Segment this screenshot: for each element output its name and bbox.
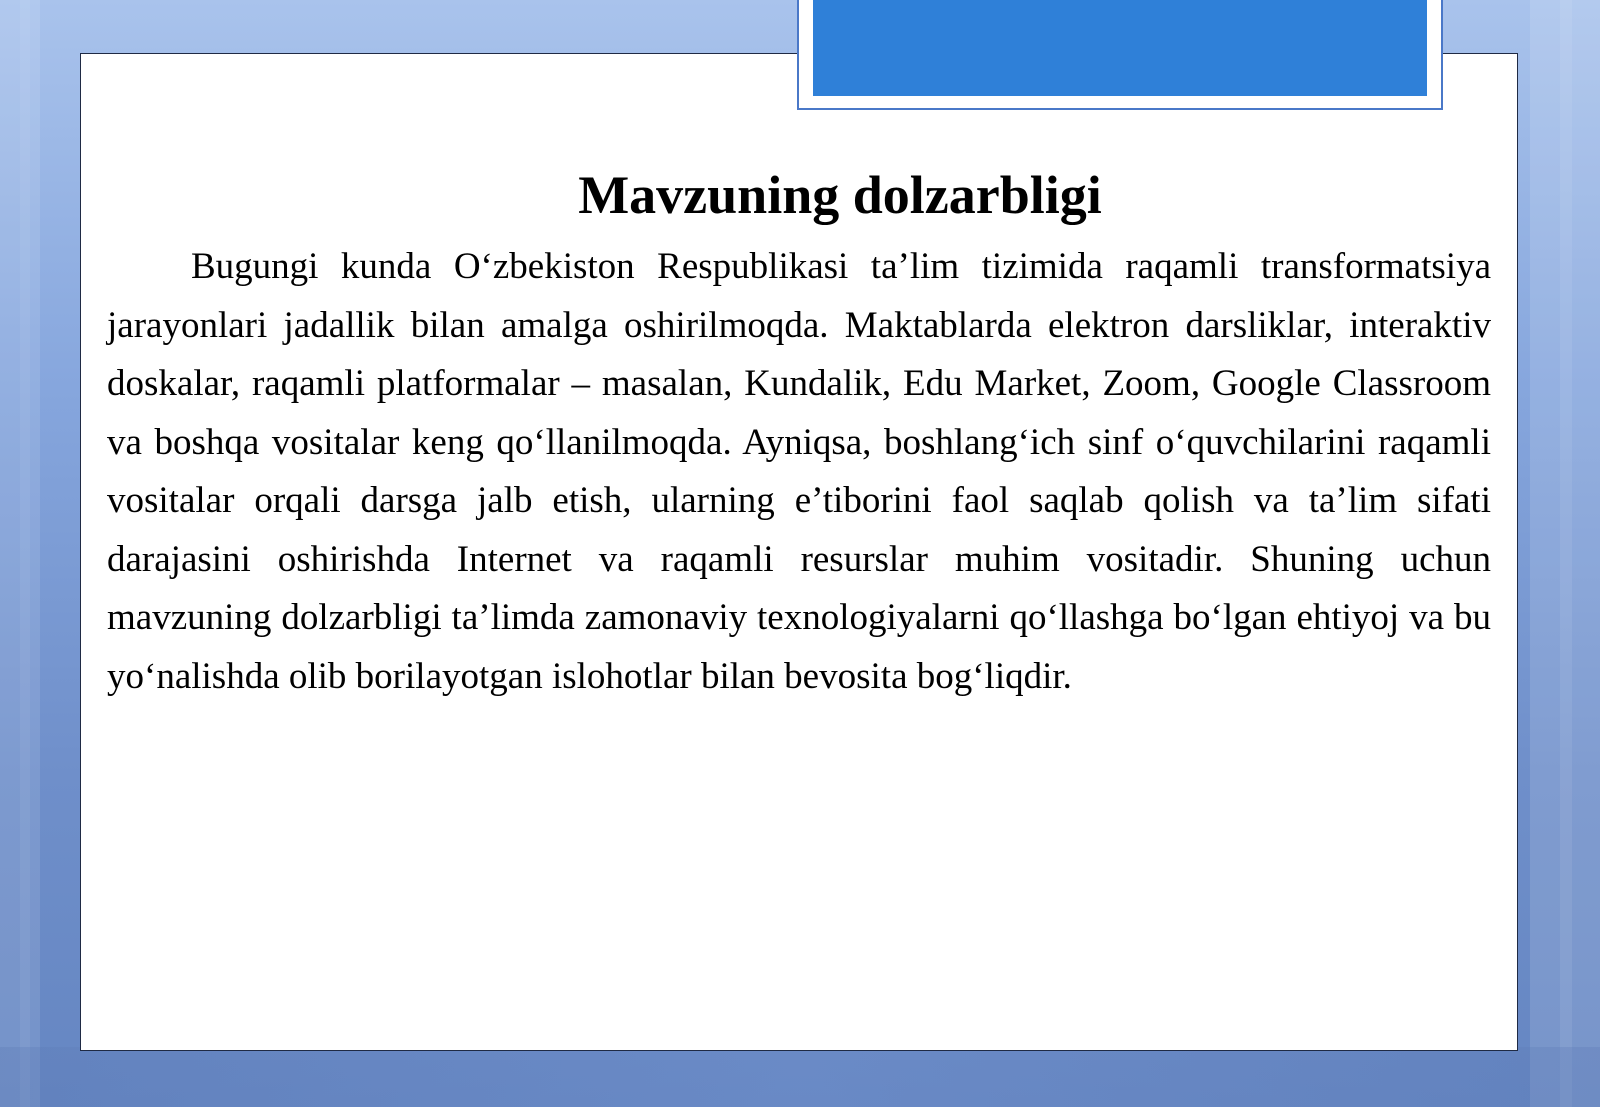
slide-title: Mavzuning dolzarbligi (578, 165, 1102, 225)
background-bottom-band (0, 1047, 1600, 1107)
background-stripe (1560, 0, 1572, 1107)
background-stripe (20, 0, 30, 1107)
slide-body-text: Bugungi kunda O‘zbekiston Respublikasi ta’lim tizimida raqamli transformatsiya jarayonlari jadallik bilan amalga oshirilmoqda. Maktablarda elektron darsliklar, interaktiv doskalar, raqamli platformalar – masalan, Kundalik, Edu Market, Zoom, Google Classroom va boshqa vositalar keng qo‘llanilmoqda. Ayniqsa, boshlang‘ich sinf o‘quvchilarini raqamli vositalar orqali darsga jalb etish, ularning e’tiborini faol saqlab qolish va ta’lim sifati darajasini oshirishda Internet va raqamli resurslar muhim vositadir. Shuning uchun mavzuning dolzarbligi ta’limda zamonaviy texnologiyalarni qo‘llashga bo‘lgan ehtiyoj va bu yo‘nalishda olib borilayotgan islohotlar bilan bevosita bog‘liqdir. (107, 246, 1491, 697)
title-tab-accent (813, 0, 1427, 96)
